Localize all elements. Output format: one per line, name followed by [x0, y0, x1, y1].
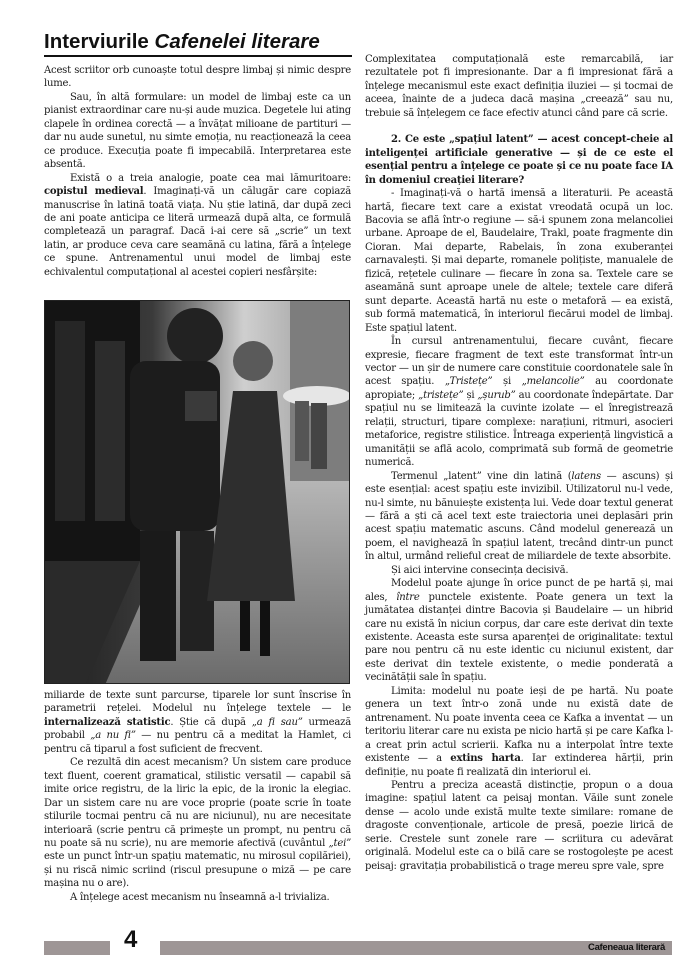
paragraph: Acest scriitor orb cunoaște totul despre limbaj și nimic despre lume.	[44, 65, 351, 90]
paragraph	[44, 172, 351, 280]
text: și	[463, 389, 478, 401]
bold-text: extins harta	[450, 753, 521, 765]
paragraph: Sau, în altă formulare: un model de limbaj este ca un pianist extraordinar care nu-și aude muzica. Degetele lui ating clapele în ordinea corectă — a învățat milioane de partituri — dar nu aude sunetul, nu simte emoția, nu reacționează la ceea ce produce. Execuția poate fi impecabilă. Interpretarea este absentă.	[44, 91, 351, 171]
text: — ascuns) și este esențial: acest spațiu este invizibil. Utilizatorul nu-l vede, nu-l simte, nu bănuiește existența lui. Vede doar textul generat — fără a ști că acel text este traiectoria unei deplasări prin acest spațiu matematic ascuns. Când modelul generează un poem, el navighează în spațiul latent, trecând dintr-un punct în altul, urmând relieful creat de miliardele de texte absorbite.	[365, 470, 673, 563]
italic-text: „a fi sau”	[251, 716, 303, 728]
page-number: 4	[124, 926, 138, 953]
right-column	[365, 53, 673, 873]
text: . Imaginați-vă un călugăr care copiază manuscrise în latină toată viața. Nu știe latină, dar după zeci de ani poate anticipa ce literă urmează după alta, ce formulă completează un paragraf. Dacă i-ai cere să „scrie” un text latin, ar produce ceva care seamănă cu latina, fără a înțelege ce spune. Antrenamentul unui model de limbaj este echivalentul computațional al acestei copieri nesfârșite:	[44, 186, 351, 278]
text: Există o a treia analogie, poate cea mai lămuritoare:	[70, 172, 351, 184]
text: Termenul „latent” vine din latină (	[391, 470, 572, 482]
left-column-top	[44, 64, 351, 279]
text: miliarde de texte sunt parcurse, tiparele lor sunt înscrise în parametrii rețelei. Modelul nu înțelege textele — le	[44, 690, 351, 715]
left-column-bottom	[44, 689, 351, 904]
interview-question: 2. Ce este „spațiul latent” — acest concept-cheie al inteligenței artificiale generative — și de ce este el esențial pentru a înțelege ce poate și ce nu poate face IA în domeniul creației literare?	[365, 134, 673, 186]
bold-text: copistul medieval	[44, 186, 144, 198]
page-header-title	[44, 30, 320, 54]
text: au coordonate apropiate;	[365, 376, 673, 401]
text: . Iar extinderea hărții, prin definiție, nu poate fi realizată din interiorul ei.	[365, 753, 673, 778]
paragraph	[365, 577, 673, 685]
italic-text: „șurub”	[477, 389, 516, 401]
paragraph	[365, 685, 673, 779]
robot-and-woman-photo-illustration	[45, 301, 350, 684]
italic-text: latens	[571, 470, 601, 482]
paragraph	[365, 335, 673, 470]
footer-bar-left	[44, 941, 110, 955]
text: Ce rezultă din acest mecanism? Un sistem care produce text fluent, coerent gramatical, stilistic versatil — capabil să imite orice registru, de la liric la epic, de la ironic la elegiac. Dar un sistem care nu are voce proprie (poate scrie în toate stilurile tocmai pentru că nu are niciunul), nu are necesitate interioară (scrie pentru că primește un prompt, nu pentru că nu poate să nu scrie), nu are memorie afectivă (cuvântul	[44, 757, 351, 849]
text: În cursul antrenamentului, fiecare cuvânt, fiecare expresie, fiecare fragment de text este transformat într-un vector — un șir de numere care constituie coordonatele sale în acest spațiu.	[365, 336, 673, 388]
text: urmează probabil	[44, 716, 351, 742]
paragraph	[365, 470, 673, 564]
text: — nu pentru că a meditat la Hamlet, ci pentru că tiparul a fost suficient de frecvent.	[44, 730, 351, 755]
italic-text: între	[396, 591, 420, 603]
text: au coordonate îndepărtate. Dar spațiul nu se limitează la cuvinte izolate — el înregistrează relații, structuri, tipare complexe: narațiuni, ritmuri, asocieri metaforice, registre stilistice. Întreaga experiență lingvistică a umanității se află acolo, comprimată sub formă de geometrie numerică.	[365, 389, 673, 469]
paragraph: Pentru a preciza această distincție, propun o a doua imagine: spațiul latent ca peisaj montan. Văile sunt zonele dense — acolo unde există multe texte similare: romane de dragoste convenționale, articole de presă, poezie lirică de serie. Crestele sunt zonele rare — scriitura cu adevărat originală. Modelul este ca o bilă care se rostogolește pe acest peisaj: gravitația probabilistică o trage mereu spre vale, spre	[365, 780, 673, 872]
title-prefix: Interviurile	[44, 30, 155, 53]
italic-text: „a nu fi”	[90, 730, 136, 742]
italic-text: „melancolie”	[521, 376, 585, 388]
paragraph	[44, 689, 351, 756]
paragraph: Complexitatea computațională este remarcabilă, iar rezultatele pot fi impresionante. Dar a fi impresionat fără a înțelege mecanismul este exact definiția iluziei — și tocmai de aceea, înainte de a judeca dacă mașina „creează” sau nu, trebuie să înțelegem ce face efectiv atunci când pare că scrie.	[365, 54, 673, 119]
article-photo	[44, 300, 350, 684]
text: Limita: modelul nu poate ieși de pe hartă. Nu poate genera un text într-o zonă unde nu există date de antrenament. Nu poate inventa ceea ce Kafka a inventat — un teritoriu literar care nu exista pe nicio hartă și pe care Kafka l-a creat prin actul scrierii. Kafka nu a interpolat între texte existente — a	[365, 685, 673, 765]
italic-text: „tei”	[328, 837, 351, 849]
header-rule	[44, 55, 352, 57]
italic-text: „tristețe”	[418, 389, 464, 401]
text: Modelul poate ajunge în orice punct de pe hartă și, mai ales,	[365, 578, 673, 603]
paragraph: - Imaginați-vă o hartă imensă a literaturii. Pe această hartă, fiecare text care a existat vreodată ocupă un loc. Bacovia se află într-o regiune — să-i spunem zona melancoliei urbane. Aproape de el, Baudelaire, Trakl, poate fragmente din Cioran. Mai departe, Rabelais, în zona exuberanței carnavalești. Și mai departe, romanele polițiste, manualele de fizică, rețetele culinare — fiecare în zona sa. Textele care se aseamănă sunt aproape unele de altele; textele care diferă sunt departe. Această hartă nu este o metaforă — ea există, sub formă matematică, în interiorul fiecărui model de limbaj. Este spațiul latent.	[365, 188, 673, 334]
text: și	[492, 376, 522, 388]
text: . Știe că după	[170, 716, 252, 728]
bold-text: internalizează statistic	[44, 716, 171, 728]
title-italic: Cafenelei literare	[154, 30, 320, 53]
italic-text: „Tristețe”	[444, 376, 493, 388]
publication-name: Cafeneaua literară	[588, 942, 665, 953]
text: este un punct într-un spațiu matematic, nu mirosul copilăriei), și nu riscă nimic scriind (riscul presupune o miză — pe care mașina nu o are).	[44, 851, 351, 890]
paragraph: A înțelege acest mecanism nu înseamnă a-l trivializa.	[70, 891, 330, 903]
paragraph	[44, 756, 351, 891]
paragraph: Și aici intervine consecința decisivă.	[391, 564, 569, 576]
text: punctele existente. Poate genera un text la jumătatea distanței dintre Bacovia și Baudelaire — un hibrid care nu există în niciun corpus, dar care este derivat din texte existente. Aceasta este sursa aparenței de originalitate: textul pare nou pentru că nu este identic cu niciunul existent, dar este derivat din textele existente, o medie ponderată a vecinătății sale în spațiu.	[365, 591, 673, 684]
